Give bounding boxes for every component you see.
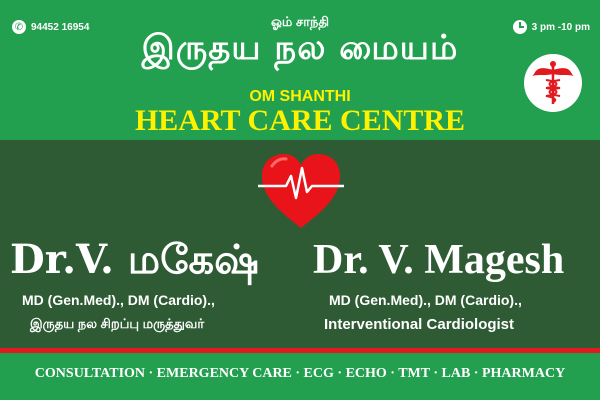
phone-number: 94452 16954 xyxy=(31,21,90,33)
tamil-subtitle: ஓம் சாந்தி xyxy=(271,14,329,29)
doctor-name-english: Dr. V. Magesh xyxy=(313,237,565,283)
hours-text: 3 pm -10 pm xyxy=(531,21,590,33)
phone-icon: ✆ xyxy=(12,20,26,34)
specialty-tamil: இருதய நல சிறப்பு மருத்துவர் xyxy=(30,316,205,331)
degrees-right: MD (Gen.Med)., DM (Cardio)., xyxy=(329,292,522,308)
services-list: CONSULTATION · EMERGENCY CARE · ECG · ECHO · TMT · LAB · PHARMACY xyxy=(34,366,566,381)
degrees-left: MD (Gen.Med)., DM (Cardio)., xyxy=(22,292,215,308)
doctor-name-tamil: Dr.V. மகேஷ் xyxy=(10,236,259,283)
heart-ecg-icon xyxy=(258,150,344,232)
specialty-english: Interventional Cardiologist xyxy=(324,316,515,333)
page-title: HEART CARE CENTRE xyxy=(134,104,466,137)
caduceus-icon xyxy=(524,54,582,112)
tamil-title: இருதய நல மையம் xyxy=(141,28,459,68)
om-shanthi-label: OM SHANTHI xyxy=(249,88,351,105)
